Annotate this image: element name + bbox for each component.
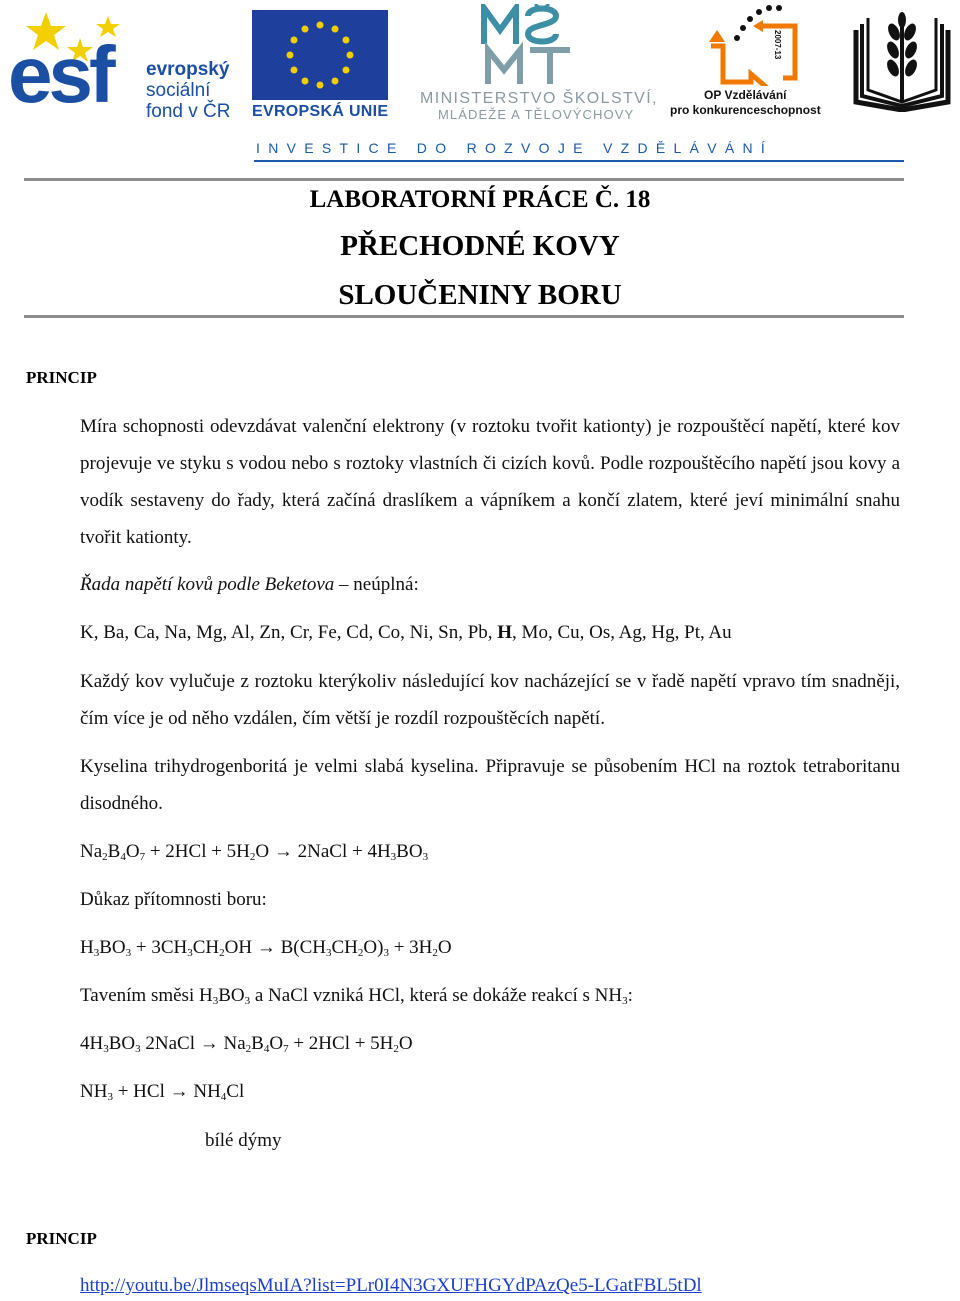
- metal-series: [80, 621, 732, 645]
- equation-melt: [80, 1032, 413, 1056]
- tagline: INVESTICE DO ROZVOJE VZDĚLÁVÁNÍ: [256, 140, 774, 156]
- formula-text: BO: [108, 1033, 136, 1054]
- formula-text: Na: [80, 841, 103, 862]
- op-line1: OP Vzdělávání: [704, 88, 787, 102]
- formula-text: O: [398, 1033, 413, 1054]
- eu-label: EVROPSKÁ UNIE: [252, 103, 389, 120]
- formula-subscript: 3: [244, 995, 251, 1007]
- msmt-line1: MINISTERSTVO ŠKOLSTVÍ,: [420, 90, 658, 107]
- formula-text: H: [80, 937, 94, 958]
- metal-series-after-h: , Mo, Cu, Os, Ag, Hg, Pt, Au: [512, 622, 732, 643]
- eu-flag-icon: [252, 10, 388, 100]
- intro-paragraph: Míra schopnosti odevzdávat valenční elektrony (v roztoku tvořit kationty) je rozpouštěcí napětí, které kov projevuje ve styku s vodou nebo s roztoky vlastních či cizích kovů. Podle rozpouštěcího napětí jsou kovy a vodík sestaveny do řady, která začíná draslíkem a vápníkem a končí zlatem, které jeví minimální snahu tvořit kationty.: [80, 416, 900, 548]
- formula-subscript: 3: [93, 947, 100, 959]
- formula-text: Tavením směsi H: [80, 985, 213, 1006]
- equation-borax-hcl: [80, 840, 428, 864]
- formula-text: CH: [192, 937, 220, 958]
- equation-ammonium: [80, 1080, 244, 1104]
- page-title-line1: LABORATORNÍ PRÁCE Č. 18: [309, 186, 651, 213]
- boron-proof-label: Důkaz přítomnosti boru:: [80, 889, 267, 910]
- formula-text: BO: [218, 985, 245, 1006]
- metal-series-before-h: K, Ba, Ca, Na, Mg, Al, Zn, Cr, Fe, Cd, Co, Ni, Sn, Pb,: [80, 622, 498, 643]
- op-arrows-icon: [703, 2, 803, 86]
- formula-text: NH: [80, 1081, 108, 1102]
- formula-subscript: 4: [120, 851, 126, 863]
- formula-text: :: [627, 985, 633, 1006]
- formula-subscript: 2: [393, 1043, 399, 1055]
- formula-subscript: 2: [249, 851, 256, 863]
- formula-subscript: 3: [422, 851, 429, 863]
- formula-subscript: 3: [187, 947, 193, 959]
- formula-subscript: 4: [220, 1091, 227, 1103]
- tagline-rule: [254, 160, 904, 162]
- boric-acid-paragraph: Kyselina trihydrogenboritá je velmi slabá kyselina. Připravuje se působením HCl na roztok tetraboritanu disodného.: [80, 756, 900, 814]
- formula-text: O: [437, 937, 452, 958]
- series-label-rest: – neúplná:: [334, 574, 419, 595]
- formula-subscript: 3: [390, 851, 397, 863]
- esf-line3: fond v ČR: [146, 101, 231, 122]
- formula-subscript: 3: [107, 1091, 113, 1103]
- formula-subscript: 2: [357, 947, 364, 959]
- formula-text: O: [269, 1033, 284, 1054]
- formula-subscript: 2: [432, 947, 438, 959]
- op-line2: pro konkurenceschopnost: [670, 103, 821, 117]
- formula-text: CH: [331, 937, 358, 958]
- formula-subscript: 7: [139, 851, 146, 863]
- formula-text: B: [251, 1033, 264, 1054]
- section-heading-principle-2: PRINCIP: [26, 1229, 97, 1248]
- formula-text: + 3CH: [131, 937, 188, 958]
- title-bottom-rule: [24, 315, 904, 318]
- page-title-line2: PŘECHODNÉ KOVY: [340, 230, 620, 262]
- formula-subscript: 3: [326, 947, 332, 959]
- formula-text: B: [107, 841, 121, 862]
- formula-text: 4H: [80, 1033, 104, 1054]
- video-link[interactable]: http://youtu.be/JlmseqsMuIA?list=PLr0I4N3GXUFHGYdPAzQe5-LGatFBL5tDl: [80, 1275, 702, 1296]
- formula-text: BO: [396, 841, 423, 862]
- msmt-logo-icon: [480, 4, 600, 86]
- series-label: [80, 573, 419, 597]
- formula-text: + HCl → NH: [112, 1081, 221, 1102]
- formula-text: + 2HCl + 5H: [145, 841, 250, 862]
- formula-text: 2NaCl → Na: [140, 1033, 246, 1054]
- msmt-line2: MLÁDEŽE A TĚLOVÝCHOVY: [438, 107, 635, 122]
- page-title-line3: SLOUČENINY BORU: [338, 279, 622, 311]
- displacement-paragraph: Každý kov vylučuje z roztoku kterýkoliv následující kov nacházející se v řadě napětí vpravo tím snadněji, čím více je od něho vzdálen, čím větší je rozdíl rozpouštěcích napětí.: [80, 671, 900, 729]
- book-wheat-icon: [852, 10, 956, 112]
- formula-subscript: 4: [263, 1043, 270, 1055]
- formula-subscript: 7: [283, 1043, 289, 1055]
- esf-line1: evropský: [146, 59, 230, 80]
- formula-text: Cl: [226, 1081, 245, 1102]
- formula-subscript: 3: [103, 1043, 109, 1055]
- esf-line2: sociální: [146, 80, 211, 101]
- op-badge: 2007-13: [773, 30, 782, 60]
- formula-text: + 3H: [388, 937, 433, 958]
- formula-subscript: 2: [219, 947, 225, 959]
- formula-text: + 2HCl + 5H: [288, 1033, 394, 1054]
- formula-subscript: 3: [622, 995, 628, 1007]
- formula-text: a NaCl vzniká HCl, která se dokáže reakcí s NH: [250, 985, 623, 1006]
- title-top-rule: [24, 178, 904, 181]
- formula-subscript: 2: [102, 851, 108, 863]
- formula-subscript: 3: [212, 995, 219, 1007]
- formula-subscript: 3: [135, 1043, 141, 1055]
- formula-subscript: 3: [383, 947, 389, 959]
- series-label-italic: Řada napětí kovů podle Beketova: [80, 574, 335, 595]
- equation-ester: [80, 936, 452, 960]
- section-heading-principle: PRINCIP: [26, 368, 97, 387]
- formula-text: BO: [99, 937, 126, 958]
- melting-sentence: [80, 984, 633, 1008]
- formula-text: O): [363, 937, 384, 958]
- formula-text: OH → B(CH: [224, 937, 326, 958]
- esf-mark: esf: [8, 30, 112, 119]
- formula-subscript: 3: [125, 947, 132, 959]
- formula-text: O: [125, 841, 140, 862]
- white-smoke-label: bílé dýmy: [205, 1130, 282, 1151]
- formula-subscript: 2: [245, 1043, 252, 1055]
- formula-text: O → 2NaCl + 4H: [255, 841, 391, 862]
- metal-series-hydrogen: H: [497, 622, 513, 643]
